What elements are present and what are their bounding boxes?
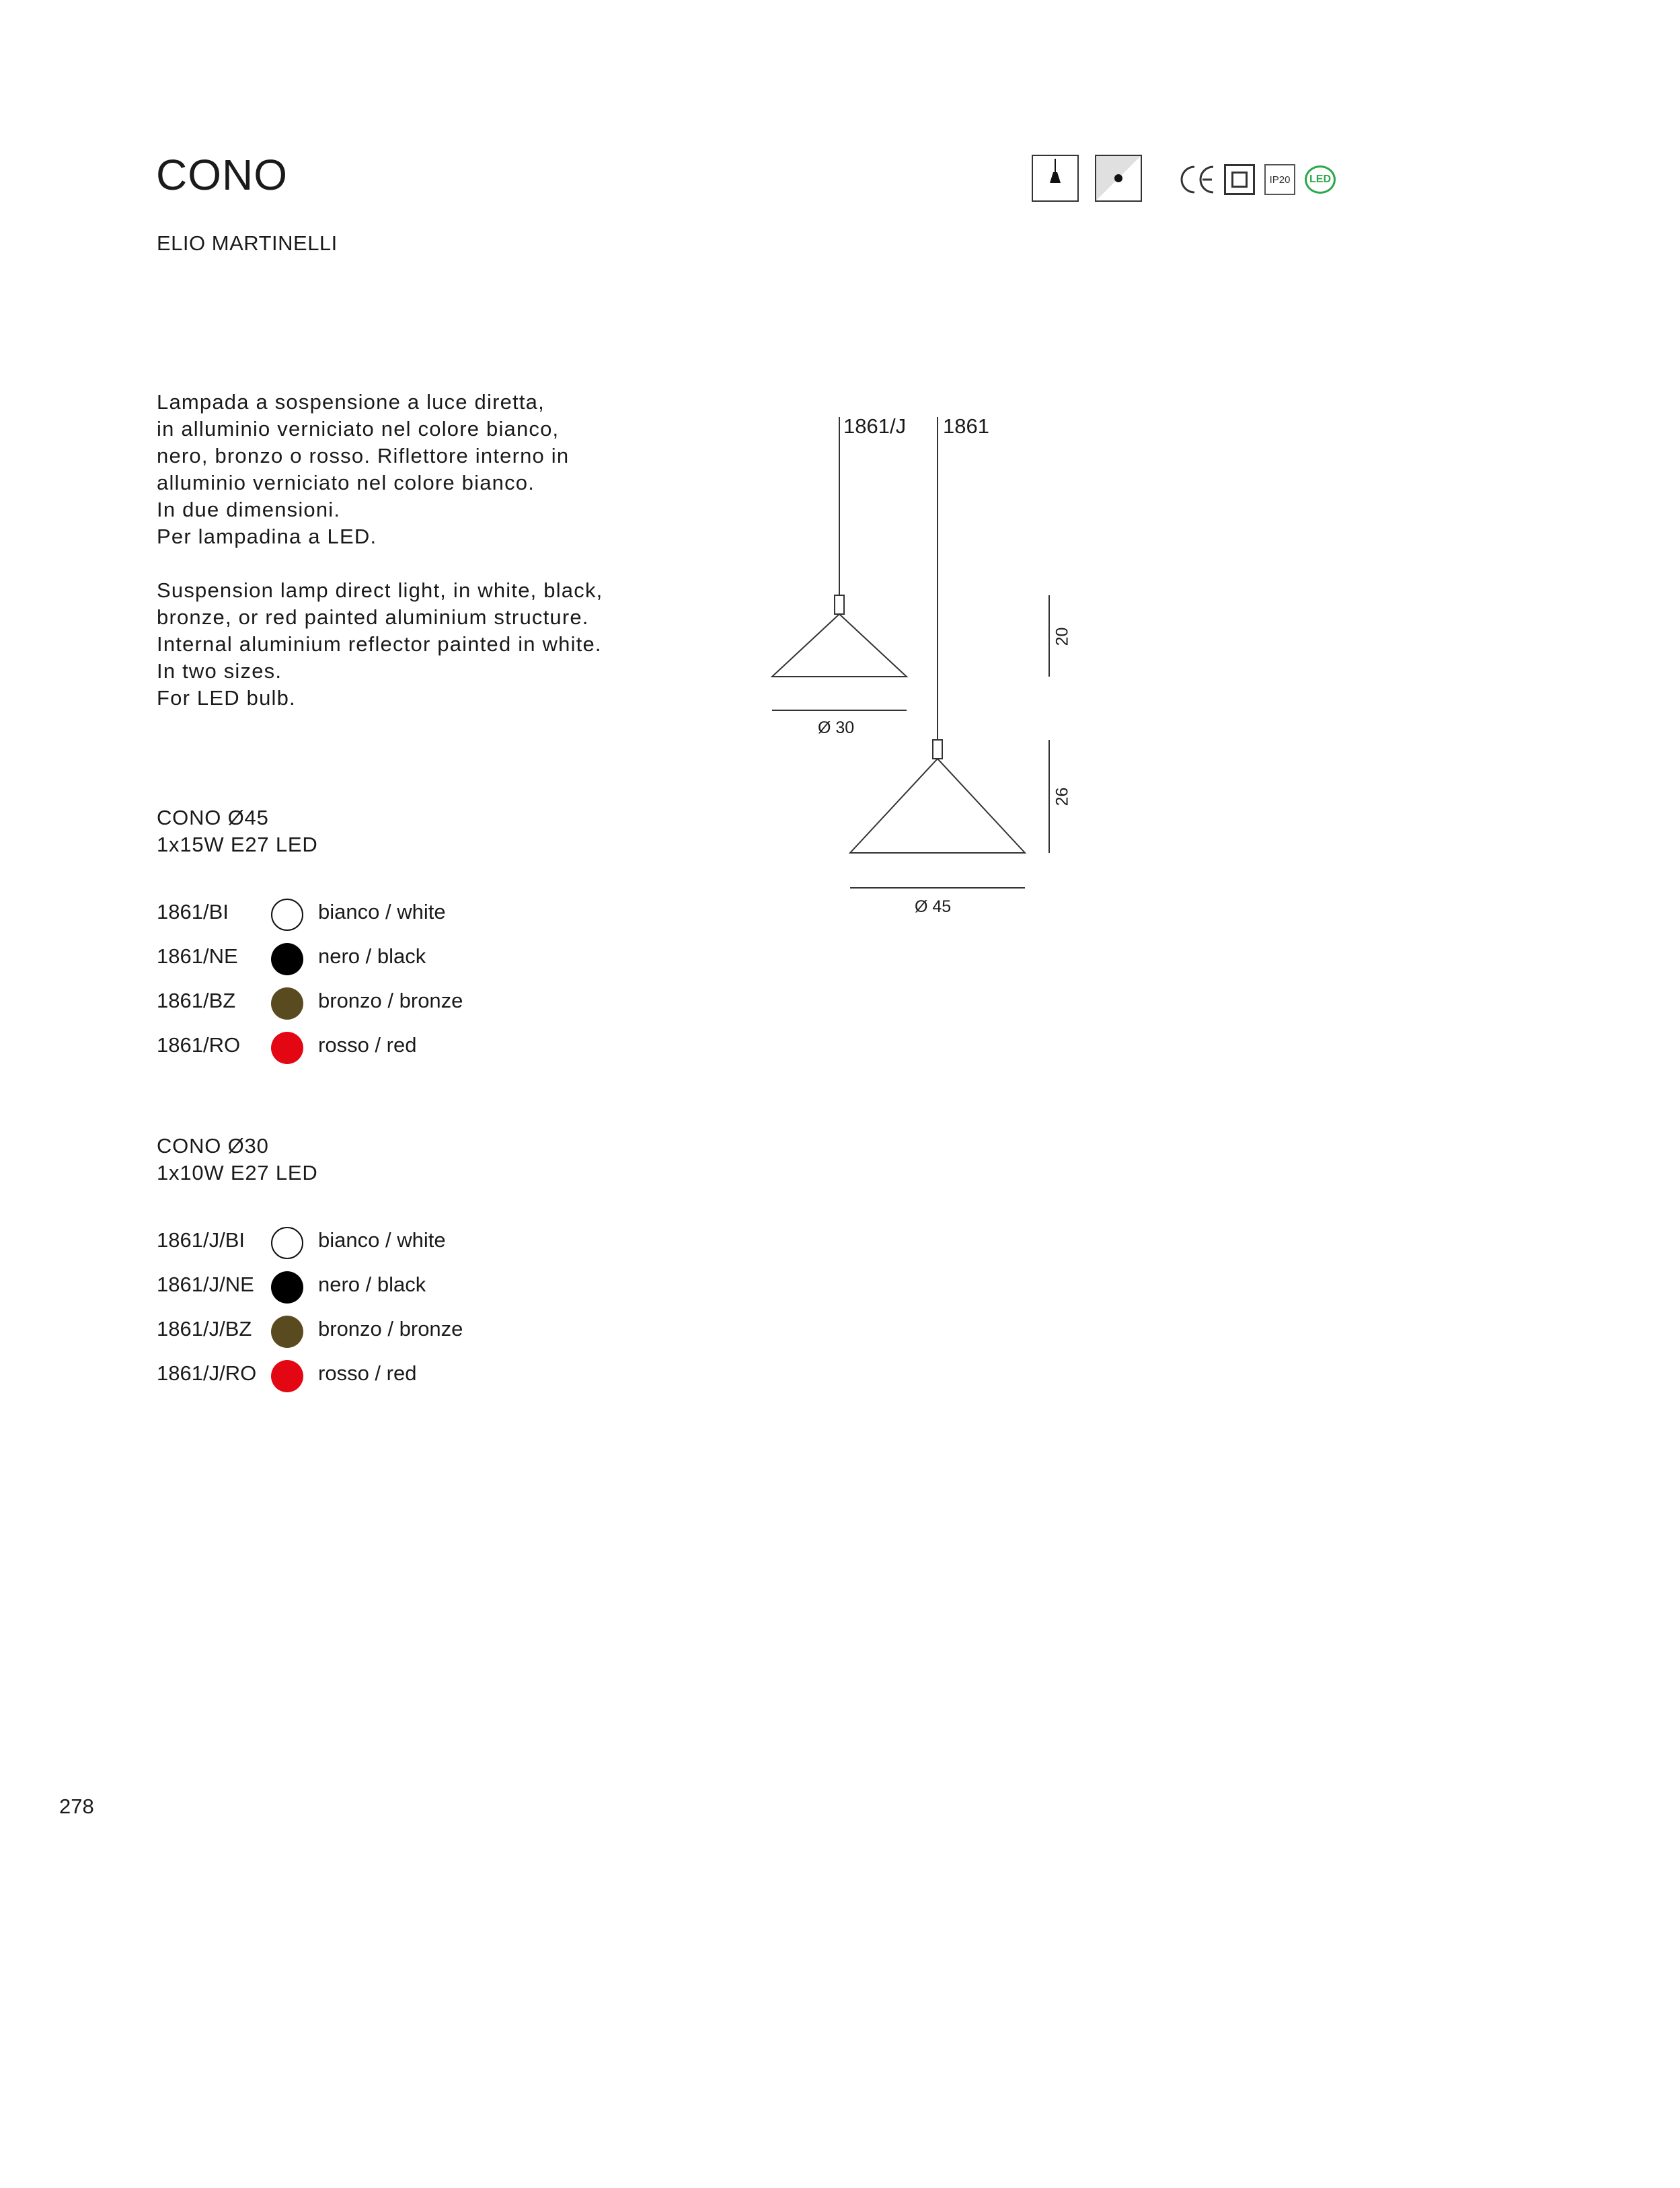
color-swatch bbox=[271, 1032, 303, 1064]
variant-code: 1861/J/NE bbox=[157, 1273, 254, 1296]
small-height-label: 20 bbox=[1053, 627, 1072, 646]
variant-color: nero / black bbox=[318, 944, 426, 968]
variant-row bbox=[157, 1316, 627, 1360]
large-diameter-label: Ø 45 bbox=[915, 897, 952, 916]
color-swatch bbox=[271, 987, 303, 1020]
variant-color: rosso / red bbox=[318, 1361, 417, 1385]
pendant-lamp-icon bbox=[1032, 155, 1079, 202]
color-swatch bbox=[271, 1360, 303, 1392]
variant-row bbox=[157, 1227, 627, 1271]
desc-en-line: In two sizes. bbox=[157, 659, 282, 683]
variant-row bbox=[157, 1032, 627, 1076]
color-swatch bbox=[271, 1271, 303, 1304]
desc-it-line: In due dimensioni. bbox=[157, 498, 341, 521]
variant-code: 1861/J/BZ bbox=[157, 1317, 252, 1341]
desc-en-line: Suspension lamp direct light, in white, black, bbox=[157, 578, 603, 602]
large-model-label: 1861 bbox=[943, 414, 989, 438]
desc-en-line: Internal aluminium reflector painted in white. bbox=[157, 632, 602, 656]
desc-it-line: alluminio verniciato nel colore bianco. bbox=[157, 471, 535, 494]
variant-color: bianco / white bbox=[318, 900, 446, 923]
model-name: CONO Ø30 bbox=[157, 1134, 269, 1158]
color-swatch bbox=[271, 1227, 303, 1259]
model-cono-30-heading bbox=[157, 1133, 318, 1186]
desc-en-line: bronze, or red painted aluminium structure. bbox=[157, 605, 589, 629]
variant-code: 1861/BI bbox=[157, 900, 229, 923]
variant-code: 1861/RO bbox=[157, 1033, 241, 1057]
variant-color: bronzo / bronze bbox=[318, 1317, 463, 1341]
model-name: CONO Ø45 bbox=[157, 806, 269, 829]
model-cono-45-heading bbox=[157, 804, 318, 858]
variants-cono-30 bbox=[157, 1227, 627, 1404]
desc-en-line: For LED bulb. bbox=[157, 686, 296, 710]
certification-icons bbox=[1032, 155, 1341, 206]
color-swatch bbox=[271, 899, 303, 931]
desc-it-line: in alluminio verniciato nel colore bianco, bbox=[157, 417, 560, 441]
led-icon: LED bbox=[1305, 165, 1336, 194]
small-model-label: 1861/J bbox=[843, 414, 907, 438]
color-swatch bbox=[271, 1316, 303, 1348]
model-spec: 1x15W E27 LED bbox=[157, 833, 318, 856]
desc-it-line: nero, bronzo o rosso. Riflettore interno in bbox=[157, 444, 570, 467]
ceiling-point-icon bbox=[1095, 155, 1142, 202]
variant-code: 1861/J/BI bbox=[157, 1228, 245, 1252]
color-swatch bbox=[271, 943, 303, 975]
small-diameter-label: Ø 30 bbox=[818, 718, 855, 737]
variant-row bbox=[157, 899, 627, 943]
desc-it-line: Lampada a sospensione a luce diretta, bbox=[157, 390, 545, 414]
variant-code: 1861/J/RO bbox=[157, 1361, 257, 1385]
variant-code: 1861/NE bbox=[157, 944, 238, 968]
variants-cono-45 bbox=[157, 899, 627, 1076]
technical-drawing bbox=[740, 377, 1143, 942]
ce-mark-icon bbox=[1178, 164, 1216, 195]
variant-row bbox=[157, 987, 627, 1032]
large-height-label: 26 bbox=[1053, 787, 1072, 806]
model-spec: 1x10W E27 LED bbox=[157, 1161, 318, 1184]
product-title: CONO bbox=[156, 151, 288, 199]
class-ii-icon bbox=[1224, 164, 1255, 195]
variant-color: bianco / white bbox=[318, 1228, 446, 1252]
variant-row bbox=[157, 1360, 627, 1404]
variant-row bbox=[157, 1271, 627, 1316]
variant-row bbox=[157, 943, 627, 987]
variant-color: bronzo / bronze bbox=[318, 989, 463, 1012]
lamp-diagram bbox=[740, 377, 1143, 942]
desc-it-line: Per lampadina a LED. bbox=[157, 525, 377, 548]
page-number: 278 bbox=[59, 1795, 94, 1818]
variant-code: 1861/BZ bbox=[157, 989, 236, 1012]
ip20-icon: IP20 bbox=[1264, 164, 1295, 195]
designer-name: ELIO MARTINELLI bbox=[157, 231, 338, 255]
variant-color: rosso / red bbox=[318, 1033, 417, 1057]
product-description bbox=[157, 389, 668, 712]
variant-color: nero / black bbox=[318, 1273, 426, 1296]
